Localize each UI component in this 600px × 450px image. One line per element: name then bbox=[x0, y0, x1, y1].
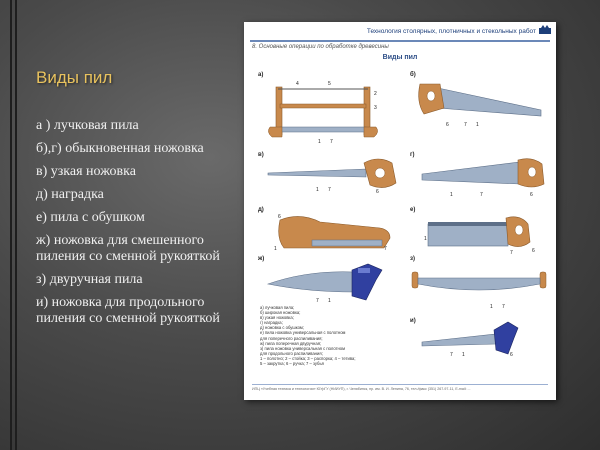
back-saw-illustration bbox=[422, 210, 552, 260]
narrow-handsaw-illustration bbox=[266, 157, 406, 197]
svg-text:1: 1 bbox=[476, 122, 479, 128]
svg-text:7: 7 bbox=[328, 187, 331, 193]
svg-text:7: 7 bbox=[502, 304, 505, 310]
header-rule bbox=[250, 40, 550, 42]
poster-header bbox=[244, 28, 556, 40]
bullet-item: а ) лучковая пила bbox=[36, 118, 139, 133]
legend-item: 1 – полотно; 2 – стойка; 3 – распорка; 4 – тетива; bbox=[260, 355, 356, 361]
rip-saw-illustration bbox=[420, 320, 550, 360]
svg-text:7: 7 bbox=[480, 192, 483, 198]
svg-text:7: 7 bbox=[330, 139, 333, 145]
fig-label-zh: ж) bbox=[258, 256, 265, 262]
svg-text:1: 1 bbox=[274, 246, 277, 252]
poster-footer: ИПЦ «Учебная техника и технологии» ЮУрГУ (НИИУП), г. Челябинск, пр. им. В. И. Ленина, 76, тел./факс (351) 267-97-11, E-mail: ... bbox=[252, 384, 548, 391]
wide-handsaw-illustration bbox=[416, 80, 546, 135]
svg-text:5: 5 bbox=[328, 81, 331, 87]
bow-saw-illustration bbox=[266, 77, 396, 147]
bullet-item: е) пила с обушком bbox=[36, 210, 145, 225]
handsaw-illustration bbox=[420, 158, 550, 203]
legend-item: е) пила ножовка универсальная с полотном bbox=[260, 330, 346, 336]
fig-label-d: д) bbox=[258, 207, 264, 213]
bullet-item: и) ножовка для продольного пиления со сменной рукояткой bbox=[36, 295, 220, 326]
decor-stripe bbox=[10, 0, 12, 450]
bullet-item: ж) ножовка для смешенного пиления со сменной рукояткой bbox=[36, 233, 220, 264]
fig-label-b: б) bbox=[410, 72, 416, 78]
svg-text:6: 6 bbox=[510, 352, 513, 358]
fig-label-e: е) bbox=[410, 207, 416, 213]
legend-item: для поперечного распиливания; bbox=[260, 335, 323, 341]
legend-item: з) пила ножовка универсальная с полотном bbox=[260, 345, 346, 351]
slide-title: Виды пил bbox=[36, 68, 113, 87]
svg-text:6: 6 bbox=[446, 122, 449, 128]
two-man-saw-illustration bbox=[410, 262, 550, 312]
svg-text:1: 1 bbox=[462, 352, 465, 358]
legend-item: д) ножовка с обушком; bbox=[260, 325, 304, 331]
legend-item: для продольного распиливания; bbox=[260, 350, 323, 356]
svg-text:6: 6 bbox=[376, 189, 379, 195]
svg-text:7: 7 bbox=[464, 122, 467, 128]
poster-title: Виды пил bbox=[382, 54, 418, 61]
mixed-cut-saw-illustration bbox=[266, 262, 396, 307]
svg-text:6: 6 bbox=[532, 248, 535, 254]
svg-text:7: 7 bbox=[450, 352, 453, 358]
svg-text:7: 7 bbox=[384, 246, 387, 252]
svg-text:1: 1 bbox=[328, 298, 331, 304]
dado-saw-illustration bbox=[272, 210, 402, 255]
bullet-item: б),г) обыкновенная ножовка bbox=[36, 141, 204, 156]
svg-text:1: 1 bbox=[318, 139, 321, 145]
legend-item: 5 – закрутка; 6 – ручка; 7 – зубья bbox=[260, 361, 324, 367]
svg-text:7: 7 bbox=[316, 298, 319, 304]
svg-text:1: 1 bbox=[424, 236, 427, 242]
svg-text:7: 7 bbox=[510, 250, 513, 256]
svg-text:3: 3 bbox=[374, 105, 377, 111]
bullet-list bbox=[36, 118, 236, 334]
svg-text:2: 2 bbox=[374, 91, 377, 97]
bullet-item: в) узкая ножовка bbox=[36, 164, 136, 179]
svg-text:1: 1 bbox=[490, 304, 493, 310]
fig-label-v: в) bbox=[258, 152, 264, 158]
poster-header-text: Технология столярных, плотничных и стекольных работ bbox=[366, 28, 536, 35]
svg-text:1: 1 bbox=[450, 192, 453, 198]
legend-item: г) наградка; bbox=[260, 320, 283, 326]
poster-section: 8. Основные операции по обработке древесины bbox=[252, 44, 389, 50]
fig-label-a: а) bbox=[258, 72, 264, 78]
fig-label-i: и) bbox=[410, 318, 416, 324]
svg-text:6: 6 bbox=[278, 214, 281, 220]
legend-item: а) лучковая пила; bbox=[260, 305, 295, 310]
saw-types-poster bbox=[244, 22, 556, 400]
fig-label-g: г) bbox=[410, 152, 415, 158]
svg-text:6: 6 bbox=[530, 192, 533, 198]
svg-text:1: 1 bbox=[316, 187, 319, 193]
fig-label-z: з) bbox=[410, 256, 415, 262]
decor-stripe bbox=[15, 0, 17, 450]
legend-item: б) широкая ножовка; bbox=[260, 310, 301, 316]
bullet-item: з) двуручная пила bbox=[36, 272, 143, 287]
legend-item: в) узкая ножовка; bbox=[260, 315, 294, 321]
poster-legend bbox=[260, 305, 400, 366]
legend-item: ж) пила поперечная двуручная; bbox=[260, 340, 322, 346]
svg-text:4: 4 bbox=[296, 81, 299, 87]
publisher-logo-icon bbox=[539, 25, 551, 34]
bullet-item: д) наградка bbox=[36, 187, 104, 202]
